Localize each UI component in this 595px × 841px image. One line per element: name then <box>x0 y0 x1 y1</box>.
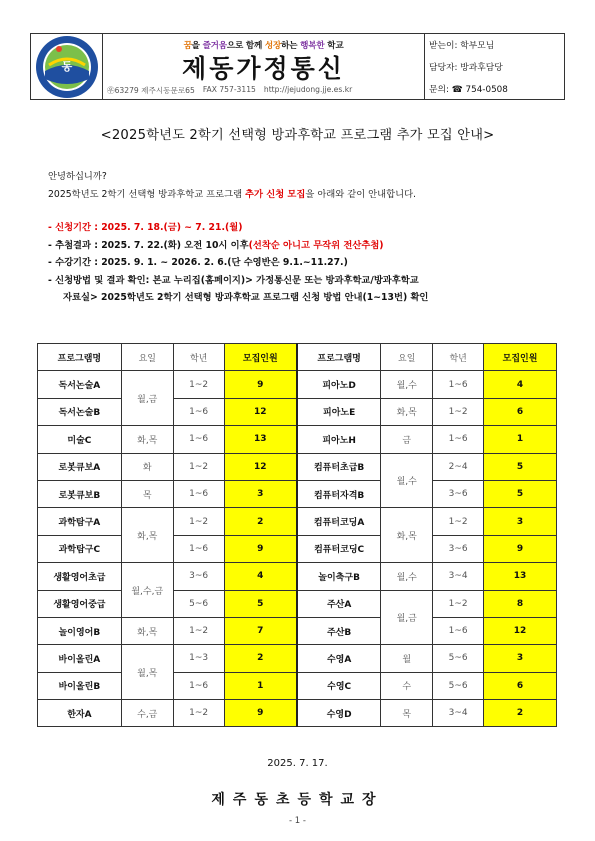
notice-heading: <2025학년도 2학기 선택형 방과후학교 프로그램 추가 모집 안내> <box>100 128 495 143</box>
program-name: 컴퓨터초급B <box>297 453 381 480</box>
program-name: 미술C <box>38 426 122 453</box>
program-name: 수영D <box>297 700 381 727</box>
program-grade: 1~2 <box>433 398 484 425</box>
program-grade: 3~6 <box>433 535 484 562</box>
info-list <box>48 219 558 307</box>
program-grade: 1~2 <box>173 371 224 398</box>
program-grade: 3~6 <box>173 563 224 590</box>
program-days: 수 <box>381 672 433 699</box>
school-fax: FAX 757-3115 <box>202 85 256 94</box>
program-days: 월,금 <box>381 590 433 645</box>
principal-signature: 제주동초등학교장 <box>211 792 384 808</box>
program-grade: 5~6 <box>173 590 224 617</box>
page-number: - 1 - <box>289 816 306 826</box>
slogan-segment: 하는 <box>281 41 301 51</box>
program-name: 주산B <box>297 617 381 644</box>
program-capacity: 9 <box>484 535 557 562</box>
table-row <box>38 563 557 590</box>
program-capacity: 5 <box>484 453 557 480</box>
program-grade: 1~2 <box>173 508 224 535</box>
program-days: 화,목 <box>121 508 173 563</box>
program-grade: 1~2 <box>433 508 484 535</box>
table-row <box>38 617 557 644</box>
intro-line-pre: 2025학년도 2학기 선택형 방과후학교 프로그램 <box>48 189 246 200</box>
contact-phone: 문의: ☎ 754-0508 <box>429 84 508 95</box>
manager: 담당자: 방과후담당 <box>429 63 503 73</box>
program-grade: 1~2 <box>173 617 224 644</box>
program-grade: 1~6 <box>173 480 224 507</box>
program-name: 독서논술B <box>38 398 122 425</box>
program-capacity: 13 <box>224 426 297 453</box>
program-grade: 1~3 <box>173 645 224 672</box>
col-header-program: 프로그램명 <box>38 344 122 371</box>
program-grade: 1~6 <box>433 426 484 453</box>
program-capacity: 9 <box>224 371 297 398</box>
newsletter-header <box>30 33 565 100</box>
program-days: 화,목 <box>381 508 433 563</box>
slogan-segment: 학교 <box>324 41 344 51</box>
school-address: ㉾63279 제주시동문로65 <box>107 86 195 95</box>
program-days: 월,목 <box>121 645 173 700</box>
table-row <box>38 672 557 699</box>
program-days: 화,목 <box>381 398 433 425</box>
col-header-count: 모집인원 <box>484 344 557 371</box>
info-course: - 수강기간 : 2025. 9. 1. ~ 2026. 2. 6.(단 수영반은 9.1.~11.27.) <box>48 257 348 268</box>
col-header-count: 모집인원 <box>224 344 297 371</box>
logo-cell <box>30 33 103 100</box>
recipient: 받는이: 학부모님 <box>429 41 495 52</box>
table-row <box>38 426 557 453</box>
intro-text <box>48 168 558 204</box>
program-capacity: 9 <box>224 700 297 727</box>
program-name: 바이올린A <box>38 645 122 672</box>
program-capacity: 1 <box>224 672 297 699</box>
program-days: 월,수 <box>381 563 433 590</box>
program-grade: 1~6 <box>173 398 224 425</box>
program-name: 피아노E <box>297 398 381 425</box>
program-grade: 5~6 <box>433 645 484 672</box>
program-capacity: 12 <box>484 617 557 644</box>
program-grade: 1~6 <box>173 535 224 562</box>
program-name: 수영A <box>297 645 381 672</box>
newsletter-title: 제동가정통신 <box>182 54 345 83</box>
program-days: 화,목 <box>121 617 173 644</box>
program-capacity: 7 <box>224 617 297 644</box>
col-header-day: 요일 <box>121 344 173 371</box>
info-method-cont: 자료실> 2025학년도 2학기 선택형 방과후학교 프로그램 신청 방법 안내(1~13번) 확인 <box>63 292 429 303</box>
table-header-row <box>38 344 557 371</box>
program-capacity: 3 <box>484 508 557 535</box>
program-grade: 1~6 <box>433 371 484 398</box>
info-result-text: - 추첨결과 : 2025. 7. 22.(화) 오전 10시 이후 <box>48 239 249 251</box>
info-result <box>48 237 558 255</box>
program-days: 월,수 <box>381 453 433 508</box>
program-grade: 3~6 <box>433 480 484 507</box>
program-capacity: 12 <box>224 398 297 425</box>
program-name: 로봇큐보B <box>38 480 122 507</box>
slogan-segment: 행복한 <box>300 41 325 51</box>
svg-text:동: 동 <box>61 59 72 73</box>
program-grade: 1~6 <box>433 617 484 644</box>
program-capacity: 2 <box>484 700 557 727</box>
program-days: 목 <box>121 480 173 507</box>
header-title-cell <box>103 33 425 100</box>
program-days: 월,수,금 <box>121 563 173 618</box>
school-address-line <box>107 85 422 96</box>
program-table <box>37 343 557 727</box>
col-header-program: 프로그램명 <box>297 344 381 371</box>
program-name: 컴퓨터코딩A <box>297 508 381 535</box>
slogan-segment: 을 <box>191 41 203 51</box>
program-name: 독서논술A <box>38 371 122 398</box>
table-row <box>38 535 557 562</box>
program-days: 수,금 <box>121 700 173 727</box>
program-name: 수영C <box>297 672 381 699</box>
program-name: 피아노H <box>297 426 381 453</box>
program-capacity: 12 <box>224 453 297 480</box>
program-capacity: 5 <box>484 480 557 507</box>
school-logo <box>35 35 99 99</box>
program-grade: 1~2 <box>173 700 224 727</box>
program-grade: 3~4 <box>433 563 484 590</box>
program-grade: 2~4 <box>433 453 484 480</box>
table-row <box>38 508 557 535</box>
school-url[interactable]: http://jejudong.jje.es.kr <box>263 85 353 94</box>
table-row <box>38 700 557 727</box>
program-capacity: 5 <box>224 590 297 617</box>
program-days: 월 <box>381 645 433 672</box>
program-name: 컴퓨터자격B <box>297 480 381 507</box>
info-method: - 신청방법 및 결과 확인: 본교 누리집(홈페이지)> 가정통신문 또는 방과후학교/방과후학교 <box>48 274 419 286</box>
program-name: 놀이영어B <box>38 617 122 644</box>
program-capacity: 4 <box>224 563 297 590</box>
program-capacity: 8 <box>484 590 557 617</box>
table-row <box>38 590 557 617</box>
contact-cell <box>425 33 565 100</box>
program-name: 바이올린B <box>38 672 122 699</box>
program-name: 생활영어초급 <box>38 563 122 590</box>
program-grade: 1~6 <box>173 672 224 699</box>
program-days: 월,수 <box>381 371 433 398</box>
slogan-segment: 즐거움 <box>202 41 227 51</box>
slogan-segment: 으로 함께 <box>226 41 265 51</box>
program-days: 월,금 <box>121 371 173 426</box>
slogan-segment: 꿈 <box>183 41 192 51</box>
program-days: 금 <box>381 426 433 453</box>
issue-date: 2025. 7. 17. <box>267 758 328 769</box>
table-row <box>38 371 557 398</box>
table-row <box>38 398 557 425</box>
table-row <box>38 645 557 672</box>
program-capacity: 13 <box>484 563 557 590</box>
program-capacity: 4 <box>484 371 557 398</box>
program-capacity: 6 <box>484 398 557 425</box>
program-capacity: 3 <box>484 645 557 672</box>
greeting: 안녕하십니까? <box>48 171 107 182</box>
info-period: - 신청기간 : 2025. 7. 18.(금) ~ 7. 21.(월) <box>48 222 243 233</box>
program-days: 화,목 <box>121 426 173 453</box>
info-result-note: (선착순 아니고 무작위 전산추첨) <box>248 239 384 251</box>
program-capacity: 6 <box>484 672 557 699</box>
program-days: 목 <box>381 700 433 727</box>
col-header-day: 요일 <box>381 344 433 371</box>
program-grade: 1~2 <box>173 453 224 480</box>
program-name: 한자A <box>38 700 122 727</box>
program-capacity: 9 <box>224 535 297 562</box>
program-grade: 1~2 <box>433 590 484 617</box>
program-name: 과학탐구A <box>38 508 122 535</box>
program-grade: 5~6 <box>433 672 484 699</box>
table-row <box>38 453 557 480</box>
program-grade: 1~6 <box>173 426 224 453</box>
col-header-grade: 학년 <box>173 344 224 371</box>
table-row <box>38 480 557 507</box>
program-capacity: 3 <box>224 480 297 507</box>
program-capacity: 1 <box>484 426 557 453</box>
intro-line-highlight: 추가 신청 모집 <box>245 189 306 200</box>
program-name: 주산A <box>297 590 381 617</box>
slogan-segment: 성장 <box>264 41 282 51</box>
intro-line-post: 을 아래와 같이 안내합니다. <box>305 189 417 200</box>
program-capacity: 2 <box>224 645 297 672</box>
col-header-grade: 학년 <box>433 344 484 371</box>
program-capacity: 2 <box>224 508 297 535</box>
program-name: 생활영어중급 <box>38 590 122 617</box>
program-days: 화 <box>121 453 173 480</box>
program-name: 피아노D <box>297 371 381 398</box>
intro-line <box>48 186 558 204</box>
program-name: 로봇큐보A <box>38 453 122 480</box>
program-name: 놀이축구B <box>297 563 381 590</box>
program-name: 컴퓨터코딩C <box>297 535 381 562</box>
program-grade: 3~4 <box>433 700 484 727</box>
program-name: 과학탐구C <box>38 535 122 562</box>
